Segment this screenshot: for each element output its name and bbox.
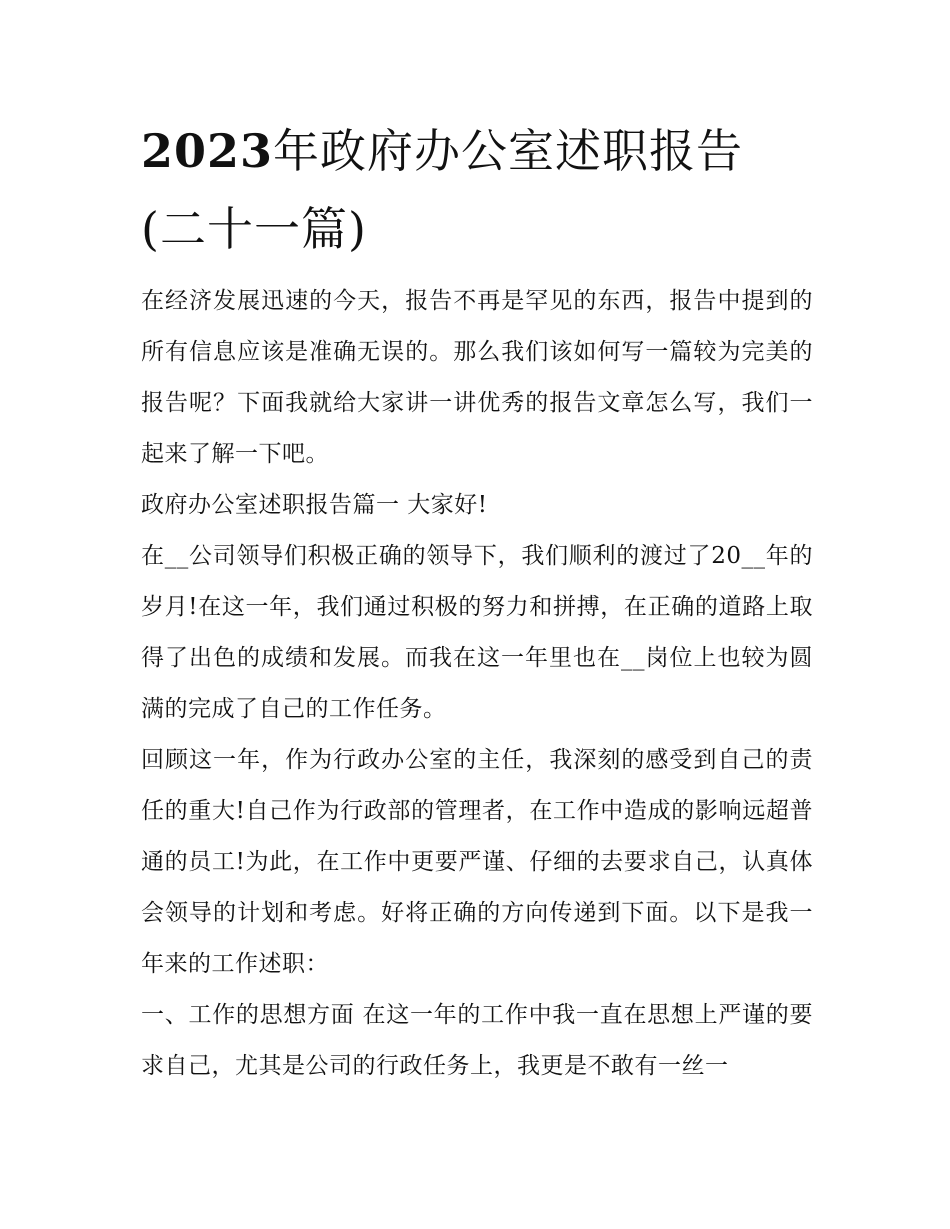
title-line1-text: 年政府办公室述职报告: [273, 124, 744, 178]
title-line2-text: (二十一篇): [141, 202, 367, 256]
document-title: [141, 112, 813, 268]
paragraph-body-3: 一、工作的思想方面 在这一年的工作中我一直在思想上严谨的要求自己，尤其是公司的行政任务上，我更是不敢有一丝一: [141, 1002, 813, 1079]
document-body: [141, 112, 813, 1092]
paragraph-intro: 在经济发展迅速的今天，报告不再是罕见的东西，报告中提到的所有信息应该是准确无误的。那么我们该如何写一篇较为完美的报告呢？下面我就给大家讲一讲优秀的报告文章怎么写，我们一起来了解一下吧。: [141, 288, 813, 467]
paragraph-body-2: 回顾这一年，作为行政办公室的主任，我深刻的感受到自己的责任的重大!自己作为行政部的管理者，在工作中造成的影响远超普通的员工!为此，在工作中更要严谨、仔细的去要求自己，认真体会领导的计划和考虑。好将正确的方向传递到下面。以下是我一年来的工作述职：: [141, 747, 813, 977]
paragraph-body-1: 在__公司领导们积极正确的领导下，我们顺利的渡过了20__年的岁月!在这一年，我们通过积极的努力和拼搏，在正确的道路上取得了出色的成绩和发展。而我在这一年里也在__岗位上也较为圆满的完成了自己的工作任务。: [141, 543, 813, 722]
title-year: 2023: [141, 124, 274, 178]
paragraph-section-heading: 政府办公室述职报告篇一 大家好!: [141, 492, 488, 518]
